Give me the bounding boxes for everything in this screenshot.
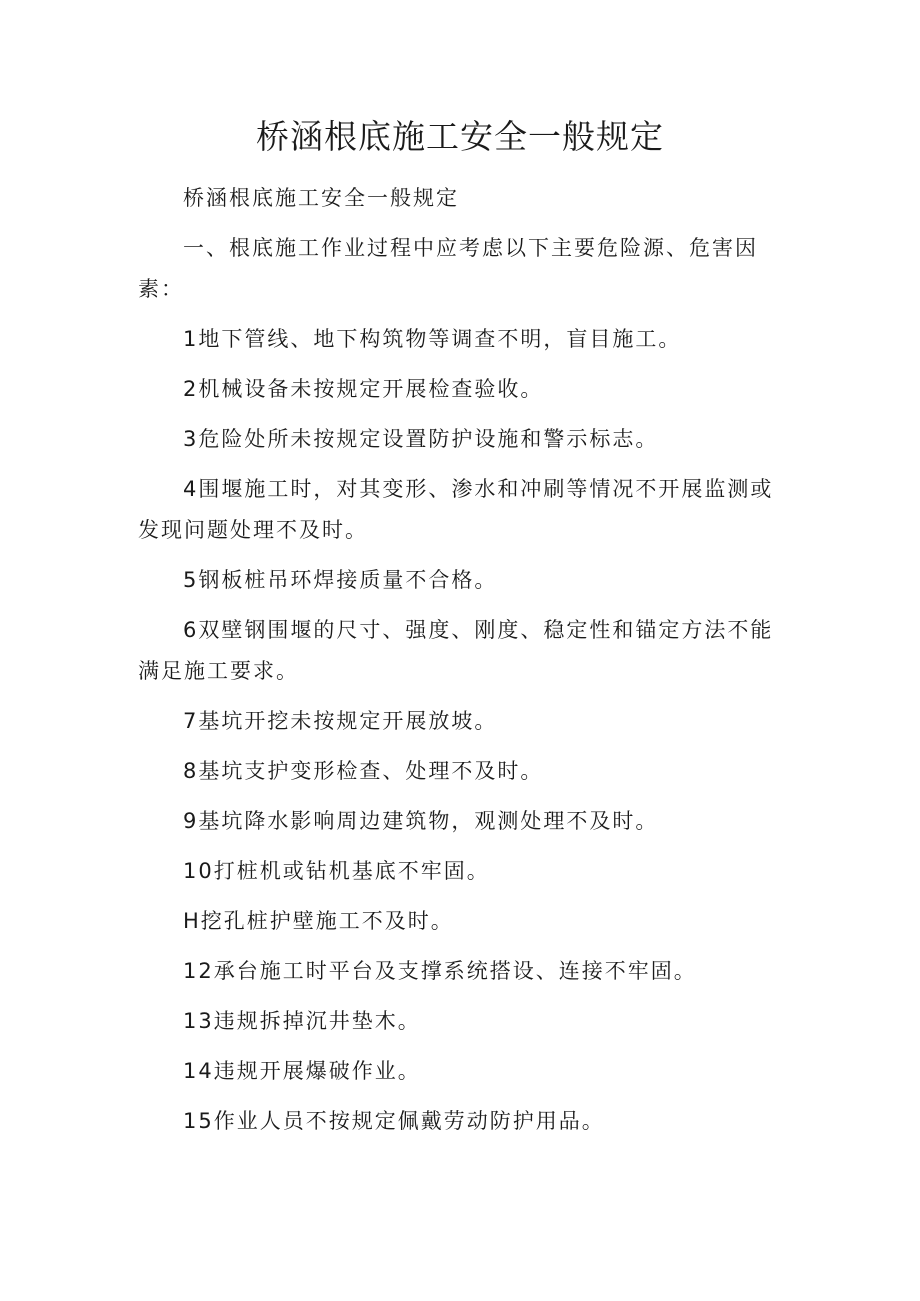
list-item: 15作业人员不按规定佩戴劳动防护用品。: [183, 1109, 605, 1133]
list-item: H挖孔桩护壁施工不及时。: [183, 909, 454, 933]
list-item: 3危险处所未按规定设置防护设施和警示标志。: [183, 427, 659, 451]
document-title: 桥涵根底施工安全一般规定: [256, 117, 664, 156]
list-item: 4围堰施工时，对其变形、渗水和冲刷等情况不开展监测或发现问题处理不及时。: [138, 477, 774, 542]
list-item: 14违规开展爆破作业。: [183, 1059, 421, 1083]
list-item: 13违规拆掉沉井垫木。: [183, 1009, 421, 1033]
list-item: 12承台施工时平台及支撑系统搭设、连接不牢固。: [183, 959, 697, 983]
list-item: 6双壁钢围堰的尺寸、强度、刚度、稳定性和锚定方法不能满足施工要求。: [138, 618, 774, 683]
list-item: 7基坑开挖未按规定开展放坡。: [183, 709, 498, 733]
list-item: 9基坑降水影响周边建筑物，观测处理不及时。: [183, 809, 659, 833]
list-item: 10打桩机或钻机基底不牢固。: [183, 859, 490, 883]
paragraph: 一、根底施工作业过程中应考虑以下主要危险源、危害因素：: [138, 236, 758, 301]
list-item: 1地下管线、地下构筑物等调查不明，盲目施工。: [183, 327, 682, 351]
list-item: 8基坑支护变形检查、处理不及时。: [183, 759, 544, 783]
paragraph: 桥涵根底施工安全一般规定: [183, 186, 459, 210]
list-item: 2机械设备未按规定开展检查验收。: [183, 377, 544, 401]
document-body: [138, 178, 788, 1151]
list-item: 5钢板桩吊环焊接质量不合格。: [183, 568, 498, 592]
